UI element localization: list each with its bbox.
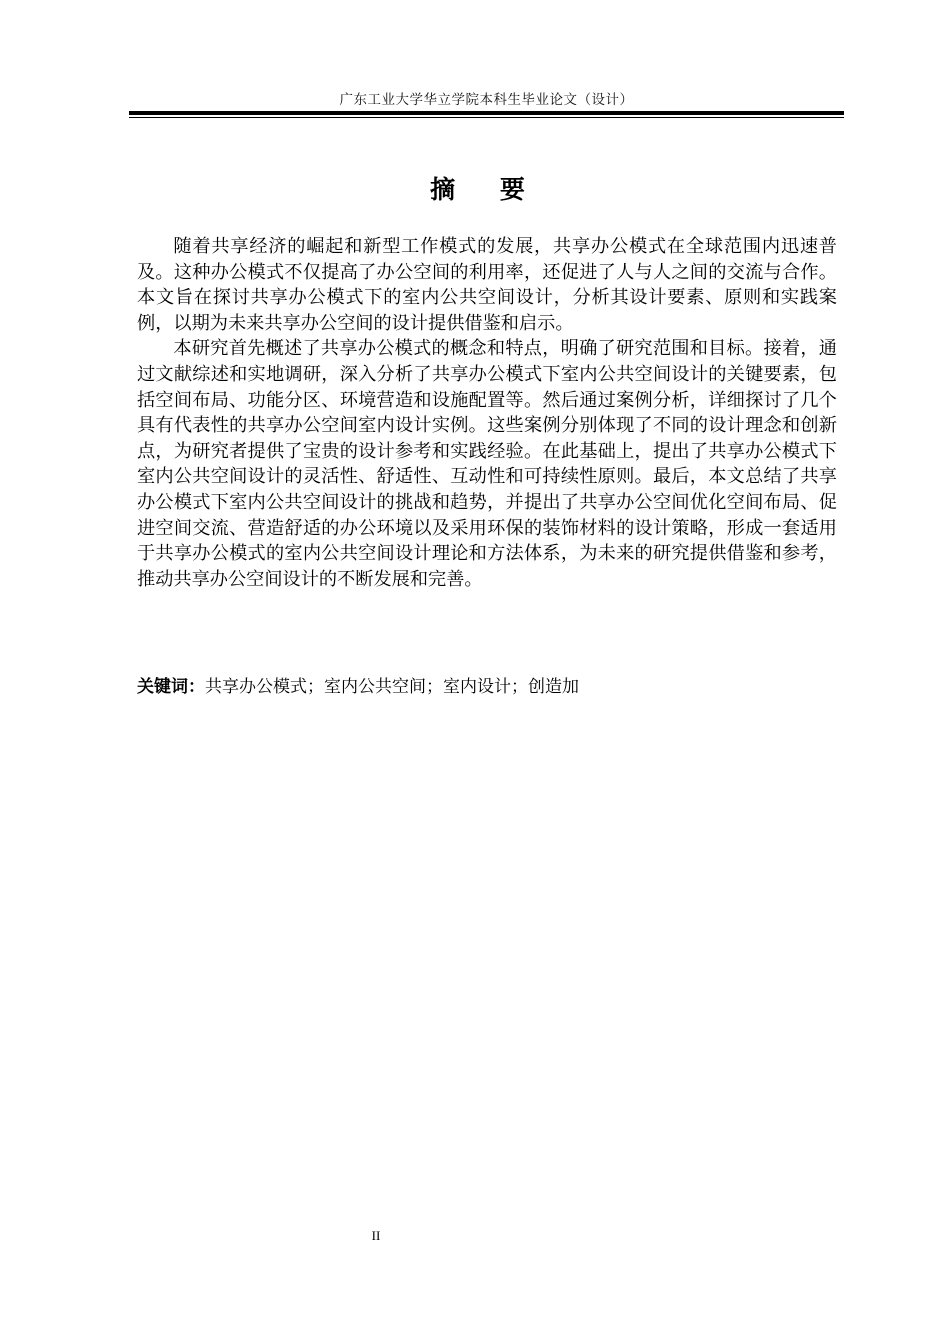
keywords-value: 共享办公模式；室内公共空间；室内设计；创造加: [205, 677, 579, 697]
running-header: 广东工业大学华立学院本科生毕业论文（设计）: [339, 92, 634, 108]
abstract-paragraph-1: 随着共享经济的崛起和新型工作模式的发展，共享办公模式在全球范围内迅速普及。这种办公模式不仅提高了办公空间的利用率，还促进了人与人之间的交流与合作。本文旨在探讨共享办公模式下的室内公共空间设计，分析其设计要素、原则和实践案例，以期为未来共享办公空间的设计提供借鉴和启示。: [137, 236, 837, 334]
keywords-line: [137, 675, 837, 700]
abstract-title: 摘 要: [430, 175, 543, 204]
header-rule-thin: [129, 117, 844, 118]
header-rule-thick: [129, 111, 844, 115]
abstract-paragraph-2: 本研究首先概述了共享办公模式的概念和特点，明确了研究范围和目标。接着，通过文献综述和实地调研，深入分析了共享办公模式下室内公共空间设计的关键要素，包括空间布局、功能分区、环境营造和设施配置等。然后通过案例分析，详细探讨了几个具有代表性的共享办公空间室内设计实例。这些案例分别体现了不同的设计理念和创新点，为研究者提供了宝贵的设计参考和实践经验。在此基础上，提出了共享办公模式下室内公共空间设计的灵活性、舒适性、互动性和可持续性原则。最后，本文总结了共享办公模式下室内公共空间设计的挑战和趋势，并提出了共享办公空间优化空间布局、促进空间交流、营造舒适的办公环境以及采用环保的装饰材料的设计策略，形成一套适用于共享办公模式的室内公共空间设计理论和方法体系，为未来的研究提供借鉴和参考，推动共享办公空间设计的不断发展和完善。: [137, 338, 837, 590]
abstract-body: [137, 234, 837, 592]
page-number: II: [371, 1228, 381, 1243]
keywords-label: 关键词：: [137, 677, 205, 697]
